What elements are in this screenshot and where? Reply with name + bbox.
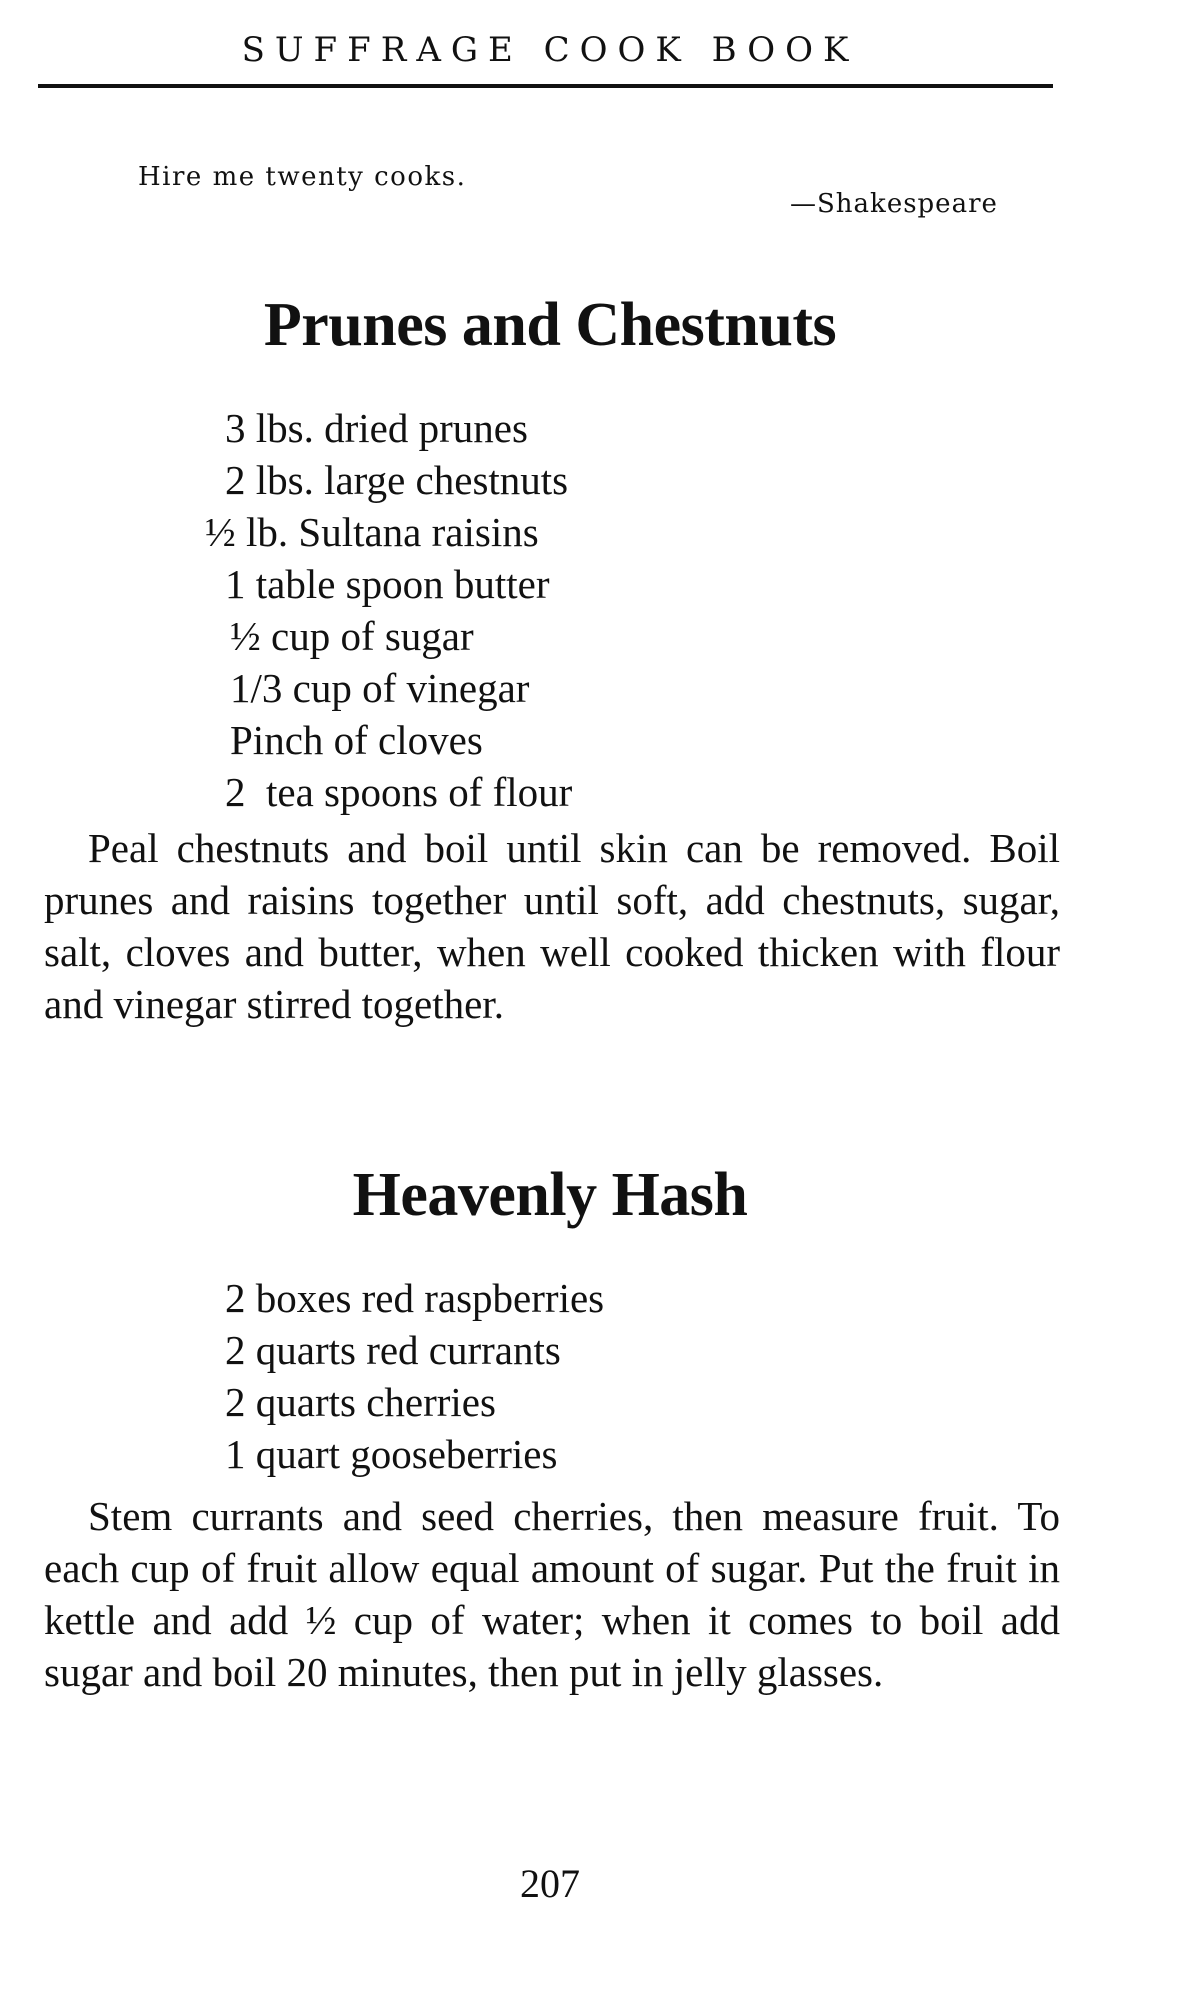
ingredient-item: ½ cup of sugar [230, 613, 474, 659]
ingredient-item: 2 lbs. large chestnuts [225, 457, 569, 503]
recipe-title-prunes-and-chestnuts: Prunes and Chestnuts [263, 291, 837, 359]
recipe-method-heavenly-hash: Stem currants and seed cherries, then measure fruit. To each cup of fruit allow equal amount of sugar. Put the fruit in kettle and add ½ cup of water; when it comes to boil add sugar and boil 20 minutes, then put in jelly glasses. [44, 1493, 1060, 1695]
epigraph-attribution: —Shakespeare [790, 189, 998, 219]
ingredient-item: 2 tea spoons of flour [225, 769, 573, 815]
ingredient-item: 1/3 cup of vinegar [230, 665, 530, 711]
recipe-method-prunes-and-chestnuts: Peal chestnuts and boil until skin can be removed. Boil prunes and raisins together until soft, add chestnuts, sugar, salt, cloves and butter, when well cooked thicken with flour and vinegar stirred together. [44, 825, 1060, 1027]
ingredient-list-prunes-and-chestnuts [205, 402, 573, 818]
ingredient-item: 2 quarts red currants [225, 1327, 561, 1373]
recipe-title-heavenly-hash: Heavenly Hash [352, 1161, 748, 1229]
ingredient-item: 1 table spoon butter [225, 561, 550, 607]
ingredient-item: 2 quarts cherries [225, 1379, 496, 1425]
running-head: SUFFRAGE COOK BOOK [241, 30, 859, 70]
ingredient-item: 2 boxes red raspberries [225, 1275, 605, 1321]
ingredient-item: 3 lbs. dried prunes [225, 405, 528, 451]
header-rule [38, 84, 1053, 88]
ingredient-item: Pinch of cloves [230, 717, 483, 763]
epigraph-text: Hire me twenty cooks. [138, 162, 467, 192]
ingredient-item: ½ lb. Sultana raisins [205, 509, 539, 555]
ingredient-list-heavenly-hash [225, 1272, 604, 1480]
ingredient-item: 1 quart gooseberries [225, 1431, 558, 1477]
page-number: 207 [520, 1861, 580, 1906]
